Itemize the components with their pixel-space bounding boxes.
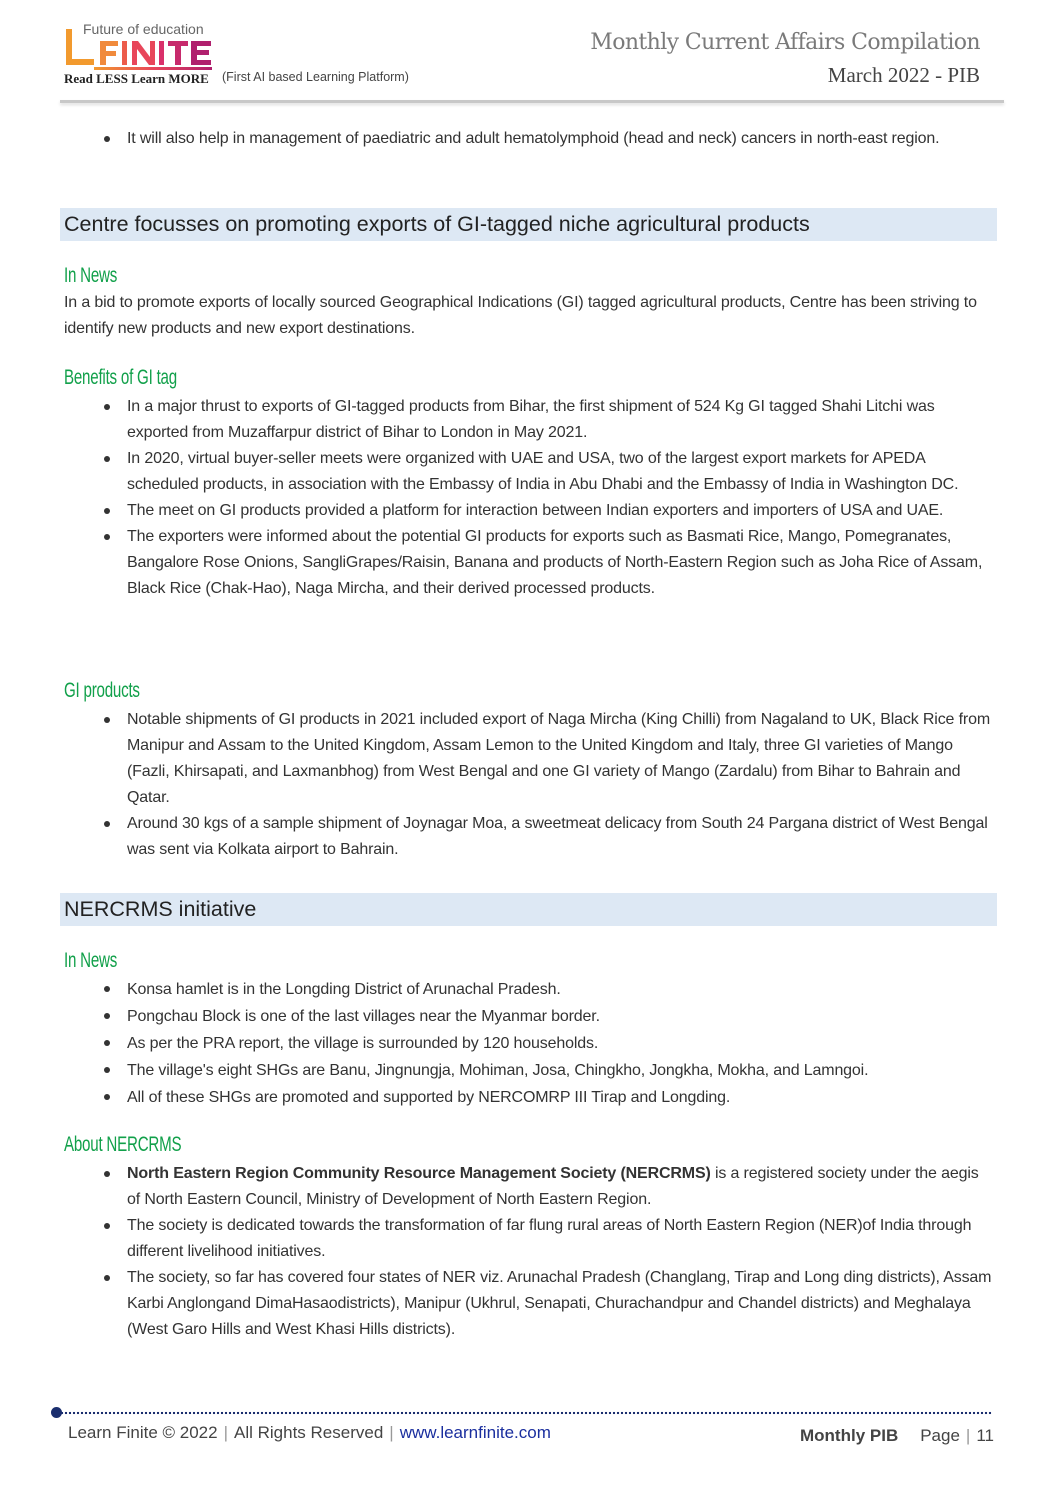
subheading-gi-products: GI products <box>64 679 140 702</box>
logo-top-text: Future of education <box>83 21 204 37</box>
subheading-benefits: Benefits of GI tag <box>64 366 177 389</box>
page-label: Page <box>920 1426 960 1445</box>
section-title: Centre focusses on promoting exports of GI-tagged niche agricultural products <box>60 208 997 241</box>
about-list <box>0 1161 992 1343</box>
logo-subtitle: (First AI based Learning Platform) <box>222 70 409 84</box>
list-item: The village's eight SHGs are Banu, Jingnungja, Mohiman, Josa, Chingkho, Jongkha, Mokha, and Lamngoi. <box>0 1057 992 1084</box>
list-item: In a major thrust to exports of GI-tagged products from Bihar, the first shipment of 524 Kg GI tagged Shahi Litchi was exported from Muzaffarpur district of Bihar to London in May 2021. <box>0 394 992 446</box>
list-item <box>0 1161 992 1213</box>
footer-dot <box>51 1407 62 1418</box>
footer-label: Monthly PIB <box>800 1426 899 1445</box>
header-subtitle: March 2022 - PIB <box>827 63 980 87</box>
subheading-in-news: In News <box>64 264 118 287</box>
list-item: As per the PRA report, the village is surrounded by 120 households. <box>0 1030 992 1057</box>
list-item: Pongchau Block is one of the last villages near the Myanmar border. <box>0 1003 992 1030</box>
in-news-paragraph: In a bid to promote exports of locally sourced Geographical Indications (GI) tagged agricultural products, Centre has been striving to identify new products and new export destinations. <box>64 294 977 337</box>
subheading-in-news: In News <box>64 949 118 972</box>
footer-copyright: Learn Finite © 2022 <box>68 1423 218 1442</box>
in-news-list <box>0 976 992 1111</box>
subheading-about: About NERCRMS <box>64 1133 182 1156</box>
footer-right: Monthly PIB Page | 11 <box>800 1426 994 1445</box>
list-item: The society, so far has covered four states of NER viz. Arunachal Pradesh (Changlang, Tirap and Long ding districts), Assam Karbi Anglongand DimaHasaodistricts), Manipur (Ukhrul, Senapati, Churachandpur and Chandel districts) and Meghalaya (West Garo Hills and West Khasi Hills districts). <box>0 1265 992 1343</box>
bold-text: North Eastern Region Community Resource Management Society (NERCRMS) <box>127 1165 711 1182</box>
footer-dotted-divider <box>52 1410 992 1416</box>
footer-rights: All Rights Reserved <box>234 1423 384 1442</box>
header-title: Monthly Current Affairs Compilation <box>590 30 980 55</box>
list-item: The meet on GI products provided a platform for interaction between Indian exporters and importers of USA and UAE. <box>0 498 992 524</box>
list-item: Notable shipments of GI products in 2021 included export of Naga Mircha (King Chilli) from Nagaland to UK, Black Rice from Manipur and Assam to the United Kingdom, Assam Lemon to the United Kingdom and Italy, three GI varieties of Mango (Fazli, Khirsapati, and Laxmanbhog) from West Bengal and one GI variety of Mango (Zardalu) from Bihar to Bahrain and Qatar. <box>0 707 992 811</box>
list-item: All of these SHGs are promoted and supported by NERCOMRP III Tirap and Longding. <box>0 1084 992 1111</box>
list-item: The society is dedicated towards the transformation of far flung rural areas of North Eastern Region (NER)of India through different livelihood initiatives. <box>0 1213 992 1265</box>
list-item: Around 30 kgs of a sample shipment of Joynagar Moa, a sweetmeat delicacy from South 24 Pargana district of West Bengal was sent via Kolkata airport to Bahrain. <box>0 811 992 863</box>
list-item: In 2020, virtual buyer-seller meets were organized with UAE and USA, two of the largest export markets for APEDA scheduled products, in association with the Embassy of India in Abu Dhabi and the Embassy of India in Washington DC. <box>0 446 992 498</box>
logo <box>64 27 212 71</box>
list-item: Konsa hamlet is in the Longding District of Arunachal Pradesh. <box>0 976 992 1003</box>
benefits-list <box>0 394 992 602</box>
footer-left: Learn Finite © 2022 | All Rights Reserved | www.learnfinite.com <box>68 1423 551 1442</box>
page-number: 11 <box>976 1426 994 1445</box>
intro-bullet-list <box>0 126 992 152</box>
logo-tagline: Read LESS Learn MORE <box>64 71 209 86</box>
footer-website-link[interactable]: www.learnfinite.com <box>399 1423 551 1442</box>
gi-products-list <box>0 707 992 863</box>
header-divider <box>60 100 1004 103</box>
section-title: NERCRMS initiative <box>60 893 997 926</box>
list-item-text: is a registered society under the aegis of North Eastern Council, Ministry of Development of North Eastern Region. <box>127 1165 979 1208</box>
list-item: The exporters were informed about the potential GI products for exports such as Basmati Rice, Mango, Pomegranates, Bangalore Rose Onions, SangliGrapes/Raisin, Banana and products of North-Eastern Region such as Joha Rice of Assam, Black Rice (Chak-Hao), Naga Mircha, and their derived processed products. <box>0 524 992 602</box>
list-item: It will also help in management of paediatric and adult hematolymphoid (head and neck) cancers in north-east region. <box>0 126 992 152</box>
